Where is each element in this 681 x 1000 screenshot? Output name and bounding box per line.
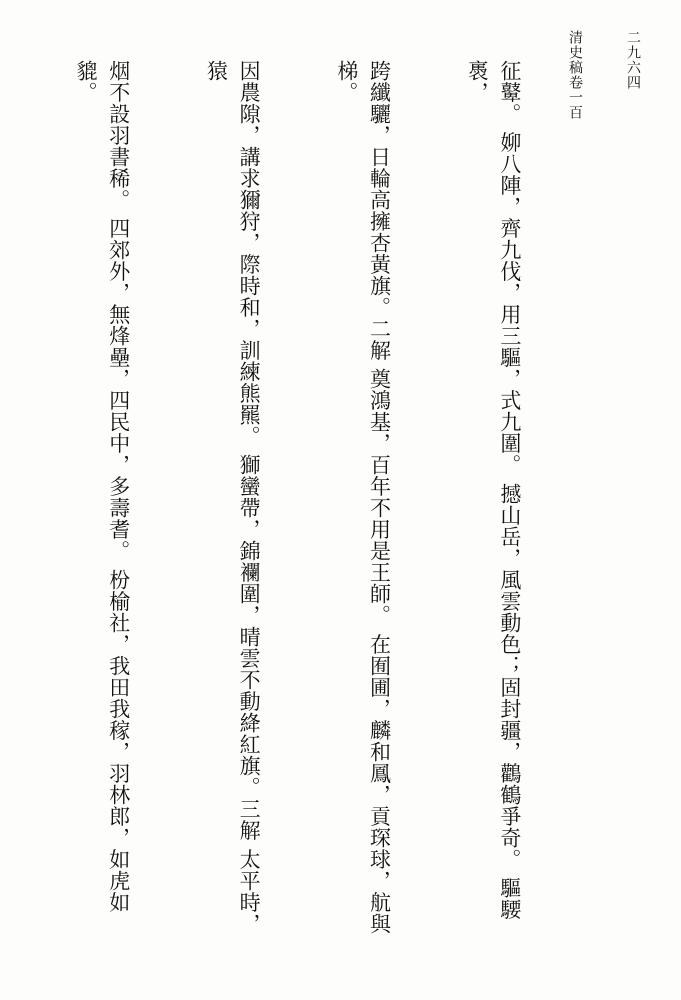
text-column: 跨纖驪，日輪高擁杏黃旗。二解 奠鴻基，百年不用是王師。 在囿圃，麟和鳳，貢琛球，航與梯。 (334, 60, 392, 935)
text-column: 因農隙，講求獮狩，際時和，訓練熊羆。 獅蠻帶，錦襴圍，晴雲不動絳紅旗。三解 太平時，猿 (204, 60, 262, 935)
page-number: 二九六四 (625, 30, 641, 90)
text-body (74, 60, 591, 940)
text-column (0, 60, 4, 940)
text-column: 征鼙。 㚹八陣，齊九伐，用三驅，式九圍。 撼山岳，風雲動色；固封疆，鸛鶴爭奇。 驅騕褭， (465, 60, 522, 921)
text-column: 烟不設羽書稀。 四郊外，無烽壘，四民中，多壽耆。 枌榆社，我田我稼，羽林郎，如虎如貔。 (74, 60, 131, 913)
running-title: 清史稿卷一百 (567, 30, 583, 120)
